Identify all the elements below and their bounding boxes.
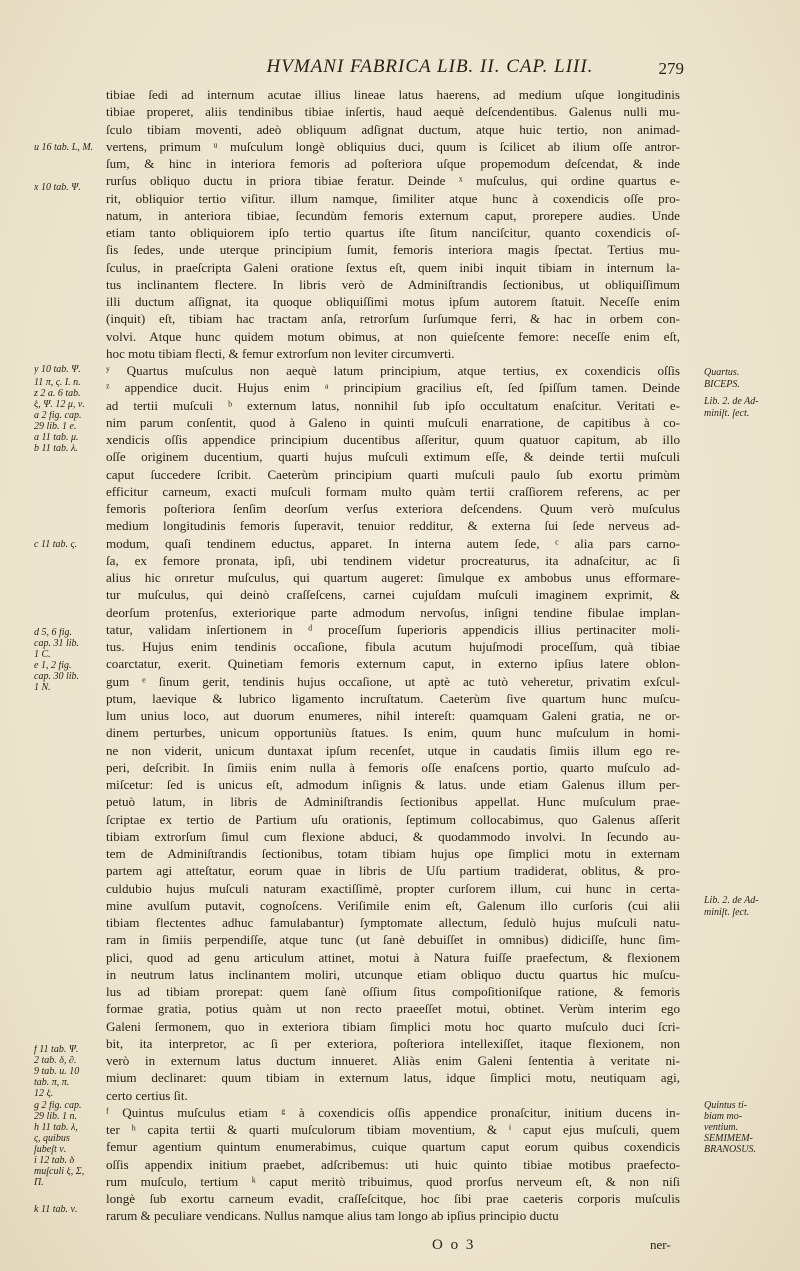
left-margin-note: u 16 tab. L, M.: [34, 143, 94, 153]
left-margin-note: ſubeſt ν.: [34, 1145, 67, 1155]
text-line: tibiae ſedi ad internum acutae illius lineae latus haerens, ad medium uſque longitudinis: [106, 87, 680, 102]
text-line: ſcriptae ex tertio de Partium uſu orationis, ſeptimum collocabimus, quo Galenus aſſerit: [106, 811, 680, 827]
text-line: natum, in anteriora tibiae, ſecundùm femoris externum caput, prorepere audies. Unde: [106, 207, 680, 223]
text-line: xendicis oſſis appendice principium ducentibus aſſeritur, quum quatuor capitum, ab illo: [106, 432, 680, 447]
text-line: modum, quaſi tendinem eductus, apparet. In interna autem ſede, ᶜ alia pars carno-: [106, 535, 680, 551]
text-line: volvi. Atque hunc quidem motum obimus, at non quieſcente femore: neceſſe enim eſt,: [106, 328, 680, 344]
text-line: alius hic orıretur muſculus, qui quartum augeret: ſimulque ex ambobus unus efformare-: [106, 570, 680, 585]
left-margin-note: tab. π, π.: [34, 1078, 70, 1088]
text-line: ad tertii muſculi ᵇ externum latus, nonnihil ſub ipſo occultatum enaſcitur. Veritati e-: [106, 397, 680, 413]
text-line: verò in externum latus ductum innueret. Aliàs enim Galeni ſententia à veritate ni-: [106, 1053, 680, 1068]
text-line: caput ſuccedere ſcribit. Caeterùm principium quarti muſculi paulo ſub exortu primùm: [106, 466, 680, 482]
left-margin-note: 12 ξ.: [34, 1089, 54, 1099]
text-line: mium declinaret: quum tibiam in externum latus, idque ſimplici motu, neutiquam agi,: [106, 1070, 680, 1086]
left-margin-note: cap. 31 lib.: [34, 639, 79, 649]
text-line: rum muſculo, tertium ᵏ caput meritò tribuimus, quod prorſus nerveum eſt, & non niſi: [106, 1173, 680, 1189]
text-line: rarum & peculiare vendicans. Nullus namque alius tam longo ab ipſius principio ductu: [106, 1208, 559, 1224]
left-margin-note: f 11 tab. Ψ.: [34, 1045, 79, 1055]
text-line: plici, quod ad genu articulum attinet, motui à Natura fuiſſe praefectum, & flexionem: [106, 949, 680, 965]
text-line: mine avulſum putavit, cognoſcens. Veriſimile enim eſt, Galenum illo curſoris (cui alii: [106, 897, 680, 913]
catchword: ner-: [650, 1237, 671, 1252]
right-margin-note: biam mo-: [704, 1112, 743, 1122]
text-line: gum ᵉ ſinum gerit, tendinis hujus occaſione, ut aptè ac tutò veheretur, privatim exſcul-: [106, 673, 680, 689]
left-margin-note: ς, quibus: [34, 1134, 70, 1144]
text-line: ſculus, in praeſcripta Galeni oratione ſextus eſt, quem inibi inquit tibiam in internum la-: [106, 259, 680, 275]
text-line: tus inclinantem flectere. In libris verò de Adminiſtrandis ſectionibus, ut obliquiſſimum: [106, 276, 680, 292]
text-line: etiam tanto obliquiorem ipſo tertio quartus iſte ſitum nanciſcitur, quanto coxendicis oſ-: [106, 225, 680, 240]
left-margin-note: cap. 30 lib.: [34, 672, 79, 682]
text-line: nim parum conſentit, quod à Galeno in quinti muſculi enarratione, de capitibus à co-: [106, 414, 680, 430]
text-line: ᶻ appendice ducit. Hujus enim ᵃ principium gracilius eſt, ſed ſpiſſum tamen. Deinde: [106, 380, 680, 396]
right-margin-note: Quintus ti-: [704, 1101, 748, 1111]
text-line: partem agi atteſtatur, eorum quae in libris de Uſu partium tradiderat, oblitus, & pro-: [106, 863, 680, 879]
text-line: oſſe originem ducentium, quarti hujus muſculi extimum eſſe, & deinde tertii muſculi: [106, 449, 680, 465]
left-margin-note: 29 lib. 1 e.: [34, 422, 77, 432]
text-line: illi ductum aſſignat, ita quoque obliquiſſimi motus ipſum autorem ſtatuit. Neceſſe enim: [106, 294, 680, 309]
left-margin-note: a 11 tab. μ.: [34, 433, 79, 443]
left-margin-note: e 1, 2 fig.: [34, 661, 72, 671]
text-line: ſum, & hinc in interiora femoris ad poſteriora uſque propemodum deſcendat, & inde: [106, 156, 680, 171]
right-margin-note: Lib. 2. de Ad-: [704, 896, 759, 906]
left-margin-note: g 2 fig. cap.: [34, 1101, 82, 1111]
text-line: medium longitudinis femoris ſuperavit, tenuior redditur, & externa ſui ſede nerveus ad-: [106, 518, 680, 534]
text-line: tem de Adminiſtrandis ſectionibus, totam tibiam hujus ope ſimplici motu in externam: [106, 846, 680, 861]
text-line: femoris poſteriora ſenſim deorſum verſus exteriora deſcendens. Quum verò muſculus: [106, 501, 680, 516]
text-line: efficitur carneum, exacti muſculi formam multo quàm tertii craſſiorem referens, ac per: [106, 483, 680, 499]
text-line: tibiam flectentes adhuc famulabantur) ſymptomate allectum, ſedulò hujus muſculi natu-: [106, 915, 680, 930]
right-margin-note: Lib. 2. de Ad-: [704, 397, 759, 407]
text-line: tur muſculus, qui deinò craſſeſcens, carnei cujuſdam muſculi imaginem exprimit, &: [106, 587, 680, 603]
left-margin-note: z 2 a. 6 tab.: [34, 389, 81, 399]
text-line: ptum, laevique & lubrico ligamento incruſtatum. Caeterùm ſive quartum hunc muſcu-: [106, 690, 680, 706]
text-line: ne non viderit, unicum duntaxat ipſum recenſet, utque in caudatis ſimiis illum ego re-: [106, 742, 680, 758]
left-margin-note: c 11 tab. ς.: [34, 540, 78, 550]
text-line: (inquit) eſt, tibiam hac tractam anſa, retrorſum ſurſumque ferri, & hac in orbem con-: [106, 311, 680, 327]
text-line: tus. Hujus enim tendinis occaſione, fibula acutum hujuſmodi proceſſum, quà tibiae: [106, 639, 680, 654]
text-line: ter ʰ capita tertii & quarti muſculorum tibiam moventium, & ⁱ caput ejus muſculi, quem: [106, 1122, 680, 1137]
text-line: ſa, ex femore pronata, ipſi, ubi tendinem videtur procreaturus, ita adnaſcitur, ac ſi: [106, 552, 680, 568]
text-line: ᶠ Quintus muſculus etiam ᵍ à coxendicis oſſis appendice pronaſcitur, initium ducens in-: [106, 1104, 680, 1120]
text-line: rurſus obliquo ductu in priora tibiae feratur. Deinde ˣ muſculus, qui ordine quartus e-: [106, 173, 680, 189]
left-margin-note: d 5, 6 fig.: [34, 628, 73, 638]
left-margin-note: 2 tab. δ, ∂.: [34, 1056, 77, 1066]
left-margin-note: muſculi ξ, Σ,: [34, 1167, 85, 1177]
left-margin-note: k 11 tab. ν.: [34, 1205, 78, 1215]
left-margin-note: y 10 tab. Ψ.: [34, 365, 81, 375]
text-line: ʸ Quartus muſculus non aequè latum principium, atque tertius, ex coxendicis oſſis: [106, 363, 680, 378]
left-margin-note: h 11 tab. λ,: [34, 1123, 78, 1133]
left-margin-note: 9 tab. u. 10: [34, 1067, 80, 1077]
left-margin-note: i 12 tab. δ: [34, 1156, 75, 1166]
printer-signature: O o 3: [432, 1237, 476, 1253]
main-text-block: [106, 86, 680, 1225]
right-margin-note: miniſt. ſect.: [704, 908, 750, 918]
text-line: longè ſub exortu carneum evadit, craſſeſcitque, hoc ſibi prae caeteris corporis muſculis: [106, 1191, 680, 1206]
text-line: petuò latum, in libris de Adminiſtrandis ſectionibus appellat. Hunc muſculum prae-: [106, 794, 680, 810]
text-line: bit, ita interpretor, ac ſi per exteriora, poſteriora intellexiſſet, itaque flexionem, non: [106, 1035, 680, 1051]
text-line: peri, deſcribit. In ſimiis enim nulla à femoris oſſe enaſcens portio, quarto muſculo ad-: [106, 759, 680, 775]
page-number: 279: [658, 59, 684, 78]
text-line: certo certius ſit.: [106, 1087, 188, 1103]
left-margin-note: x 10 tab. Ψ.: [34, 183, 81, 193]
right-margin-note: miniſt. ſect.: [704, 409, 750, 419]
text-line: tibiae properet, aliis tendinibus tibiae inſertis, haud aequè deſcendentibus. Galenus nulli mu-: [106, 104, 680, 120]
text-line: lus ad tibiam prorepat: quem ſanè oſſium ſitus compoſitioniſque ratione, & femoris: [106, 984, 680, 999]
text-line: vertens, primum ᵘ muſculum longè obliquius duci, quum is ſcilicet ab ilium oſſe antror-: [106, 138, 680, 154]
left-margin-note: b 11 tab. λ.: [34, 444, 78, 454]
text-line: deorſum protenſus, exteriorique parte admodum nervoſus, inſigni tendine fibulae implan-: [106, 604, 680, 620]
right-margin-note: ventium.: [704, 1123, 739, 1133]
left-margin-note: 29 lib. 1 n.: [34, 1112, 78, 1122]
right-margin-note: BRANOSUS.: [704, 1145, 756, 1155]
running-title: HVMANI FABRICA LIB. II. CAP. LIII.: [266, 56, 594, 77]
text-line: miſcetur: ſed is unicus eſt, admodum inſignis & latus. unde etiam Galenus illum per-: [106, 777, 680, 792]
text-line: Galeni ſermonem, quo in exteriora tibiam ſimplici motu hoc quarto muſculo duci ſcri-: [106, 1018, 680, 1034]
text-line: tatur, validam inſertionem in ᵈ proceſſum ſuperioris appendicis illius pertinaciter moli-: [106, 621, 680, 637]
right-margin-note: SEMIMEM-: [704, 1134, 753, 1144]
text-line: culdubio hujus muſculi naturam exactiſſimè, propter curſorem illum, cui hunc in certa-: [106, 880, 680, 896]
left-margin-note: 1 C.: [34, 650, 51, 660]
text-line: ſis ſedes, unde uterque principium ſumit, femoris interiora magis ſpectat. Tertius mu-: [106, 242, 680, 258]
text-line: ſculo tibiam moventi, adeò obliquum adſignat ductum, atque huic tertio, non animad-: [106, 121, 680, 137]
text-line: lum unius loco, aut duorum enumeres, nihil intereſt: quamquam Galeni gratia, ne or-: [106, 708, 680, 723]
text-line: coarctatur, exerit. Quinetiam femoris externum caput, in externo ipſius latere oblon-: [106, 656, 680, 672]
left-margin-note: Π.: [34, 1178, 44, 1188]
text-line: formae gratia, potius quàm ut non recto praeeſſet motui, obtinet. Verùm interim ego: [106, 1001, 680, 1017]
left-margin-note: 1 N.: [34, 683, 51, 693]
left-margin-note: 11 π, ς. I. n.: [34, 378, 81, 388]
text-line: dinem perturbes, unicum opportuniùs ſtatues. Is enim, quum hunc muſculum in homi-: [106, 725, 680, 741]
text-line: rit, obliquior tertio viſitur. illum namque, ſimiliter atque hunc à coxendicis oſſe pro-: [106, 190, 680, 206]
right-margin-note: Quartus.: [704, 368, 740, 378]
text-line: in neutrum latus inclinantem moliri, utcunque etiam obliquo ductu quartus hic muſcu-: [106, 966, 680, 982]
text-line: hoc motu tibiam flecti, & femur extrorſum non leviter circumverti.: [106, 345, 455, 361]
text-line: oſſis appendix initium praebet, adſcribemus: uti huic quinto tibiae motibus praefecto-: [106, 1156, 680, 1172]
text-line: femur agentium quintum enumerabimus, cuique quartum caput eorum quibus coxendicis: [106, 1139, 680, 1155]
left-margin-note: ξ, Ψ. 12 μ, ν.: [34, 400, 85, 410]
left-margin-note: a 2 fig. cap.: [34, 411, 82, 421]
text-line: ram in ſimiis perpendiſſe, atque tunc (ut ſanè debuiſſet in omnibus) didiciſſe, hunc ſim-: [106, 932, 680, 948]
right-margin-note: BICEPS.: [704, 380, 740, 390]
text-line: tibiam extrorſum ſimul cum flexione abduci, & quodammodo involvi. In ſecundo au-: [106, 828, 680, 844]
